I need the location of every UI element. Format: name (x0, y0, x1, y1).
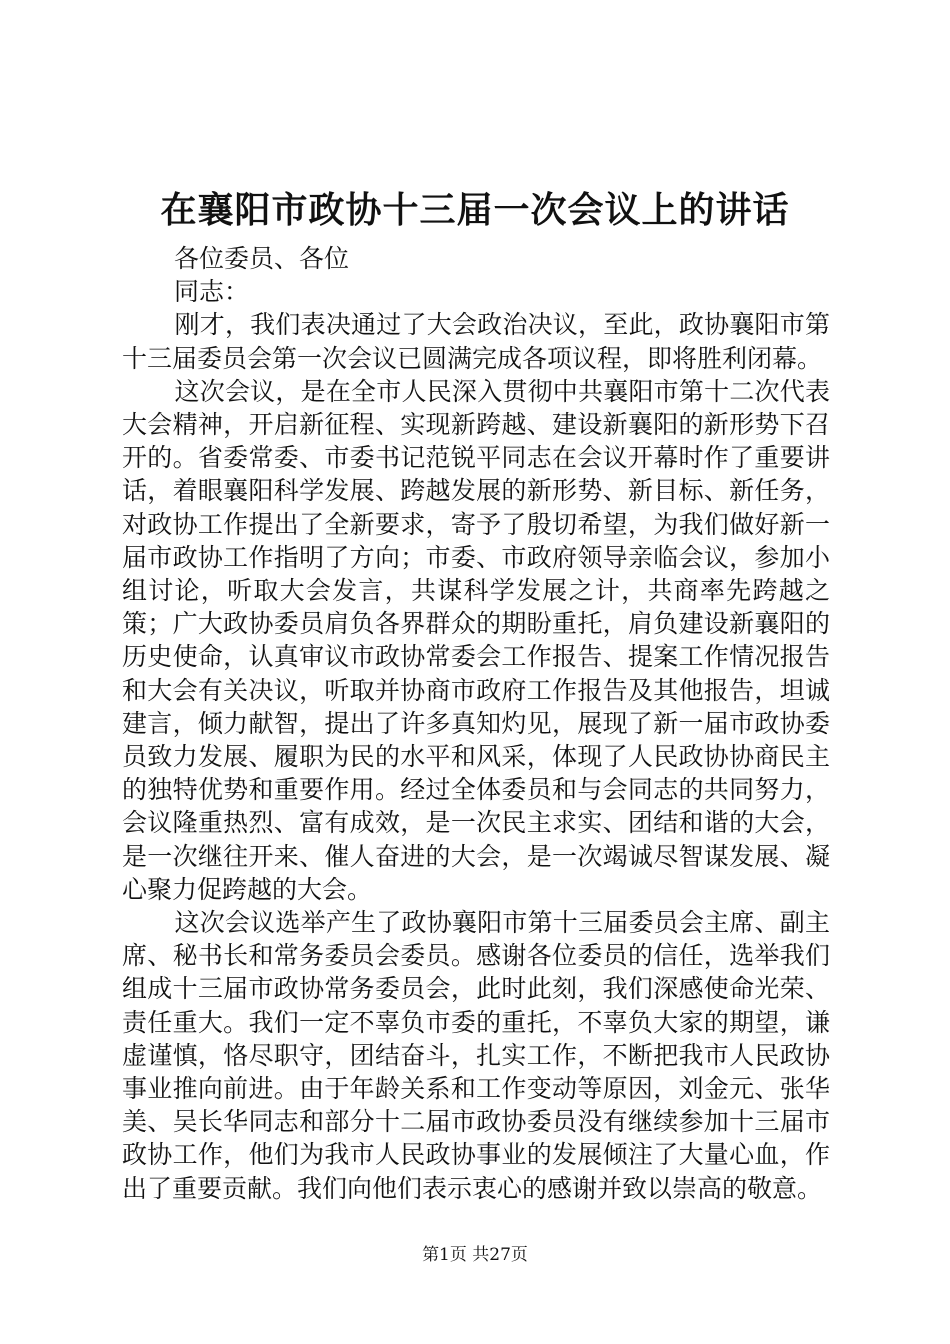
paragraph-3: 这次会议选举产生了政协襄阳市第十三届委员会主席、副主席、秘书长和常务委员会委员。感谢各位委员的信任，选举我们组成十三届市政协常务委员会，此时此刻，我们深感使命光荣、责任重大。我们一定不辜负市委的重托，不辜负大家的期望，谦虚谨慎，恪尽职守，团结奋斗，扎实工作，不断把我市人民政协事业推向前进。由于年龄关系和工作变动等原因，刘金元、张华美、吴长华同志和部分十二届市政协委员没有继续参加十三届市政协工作，他们为我市人民政协事业的发展倾注了大量心血，作出了重要贡献。我们向他们表示衷心的感谢并致以崇高的敬意。 (122, 908, 830, 1203)
salutation-line-2: 同志： (174, 277, 250, 307)
document-body (122, 242, 830, 1205)
paragraph-1: 刚才，我们表决通过了大会政治决议，至此，政协襄阳市第十三届委员会第一次会议已圆满完成各项议程，即将胜利闭幕。 (122, 310, 830, 373)
paragraph-2: 这次会议，是在全市人民深入贯彻中共襄阳市第十二次代表大会精神，开启新征程、实现新跨越、建设新襄阳的新形势下召开的。省委常委、市委书记范锐平同志在会议开幕时作了重要讲话，着眼襄阳科学发展、跨越发展的新形势、新目标、新任务，对政协工作提出了全新要求，寄予了殷切希望，为我们做好新一届市政协工作指明了方向；市委、市政府领导亲临会议，参加小组讨论，听取大会发言，共谋科学发展之计，共商率先跨越之策；广大政协委员肩负各界群众的期盼重托，肩负建设新襄阳的历史使命，认真审议市政协常委会工作报告、提案工作情况报告和大会有关决议，听取并协商市政府工作报告及其他报告，坦诚建言，倾力献智，提出了许多真知灼见，展现了新一届市政协委员致力发展、履职为民的水平和风采，体现了人民政协协商民主的独特优势和重要作用。经过全体委员和与会同志的共同努力，会议隆重热烈、富有成效，是一次民主求实、团结和谐的大会，是一次继往开来、催人奋进的大会，是一次竭诚尽智谋发展、凝心聚力促跨越的大会。 (122, 376, 830, 904)
document-title: 在襄阳市政协十三届一次会议上的讲话 (160, 189, 790, 231)
page-number-footer: 第1页 共27页 (422, 1245, 528, 1265)
salutation-line-1: 各位委员、各位 (174, 244, 350, 273)
